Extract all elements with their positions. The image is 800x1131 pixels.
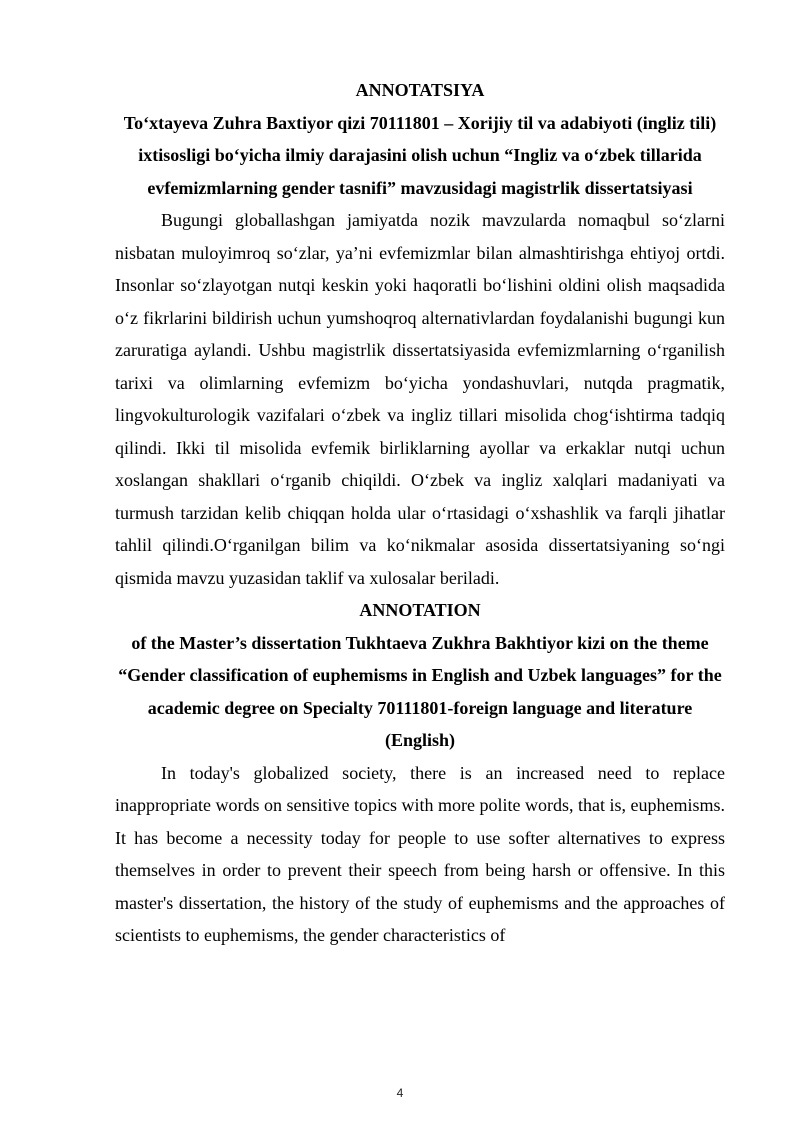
annotatsiya-heading: ANNOTATSIYA — [355, 80, 485, 100]
annotation-body: In today's globalized society, there is an increased need to replace inappropriate words on sensitive topics with more polite words, that is, euphemisms. It has become a necessity today for people to use softer alternatives to express themselves in order to prevent their speech from being harsh or offensive. In this master's dissertation, the history of the study of euphemisms and the approaches of scientists to euphemisms, the gender characteristics of — [115, 762, 725, 945]
page-number: 4 — [396, 1086, 404, 1100]
annotatsiya-subheading: To‘xtayeva Zuhra Baxtiyor qizi 70111801 – Xorijiy til va adabiyoti (ingliz tili) ixtisosligi bo‘yicha ilmiy darajasini olish uchun “Ingliz va o‘zbek tillarida evfemizmlarning gender tasnifi” mavzusidagi magistrlik dissertatsiyasi — [123, 112, 717, 198]
annotatsiya-body: Bugungi globallashgan jamiyatda nozik mavzularda nomaqbul so‘zlarni nisbatan muloyimroq so‘zlar, ya’ni evfemizmlar bilan almashtirishga ehtiyoj ortdi. Insonlar so‘zlayotgan nutqi keskin yoki haqoratli bo‘lishini oldini olish maqsadida o‘z fikrlarini bildirish uchun yumshoqroq alternativlardan foydalanishi bugungi kun zaruratiga aylandi. Ushbu magistrlik dissertatsiyasida evfemizmlarning o‘rganilish tarixi va olimlarning evfemizm bo‘yicha yondashuvlari, nutqda pragmatik, lingvokulturologik vazifalari o‘zbek va ingliz tillari misolida chog‘ishtirma tadqiq qilindi. Ikki til misolida evfemik birliklarning ayollar va erkaklar nutqi uchun xoslangan shakllari o‘rganib chiqildi. O‘zbek va ingliz xalqlari madaniyati va turmush tarzidan kelib chiqqan holda ular o‘rtasidagi o‘xshashlik va farqli jihatlar tahlil qilindi.O‘rganilgan bilim va ko‘nikmalar asosida dissertatsiyaning so‘ngi qismida mavzu yuzasidan taklif va xulosalar beriladi. — [115, 210, 725, 588]
annotation-heading: ANNOTATION — [359, 600, 481, 620]
document-page — [115, 74, 725, 952]
annotation-subheading: of the Master’s dissertation Tukhtaeva Zukhra Bakhtiyor kizi on the theme “Gender classification of euphemisms in English and Uzbek languages” for the academic degree on Specialty 70111801-foreign language and literature (English) — [118, 632, 722, 750]
